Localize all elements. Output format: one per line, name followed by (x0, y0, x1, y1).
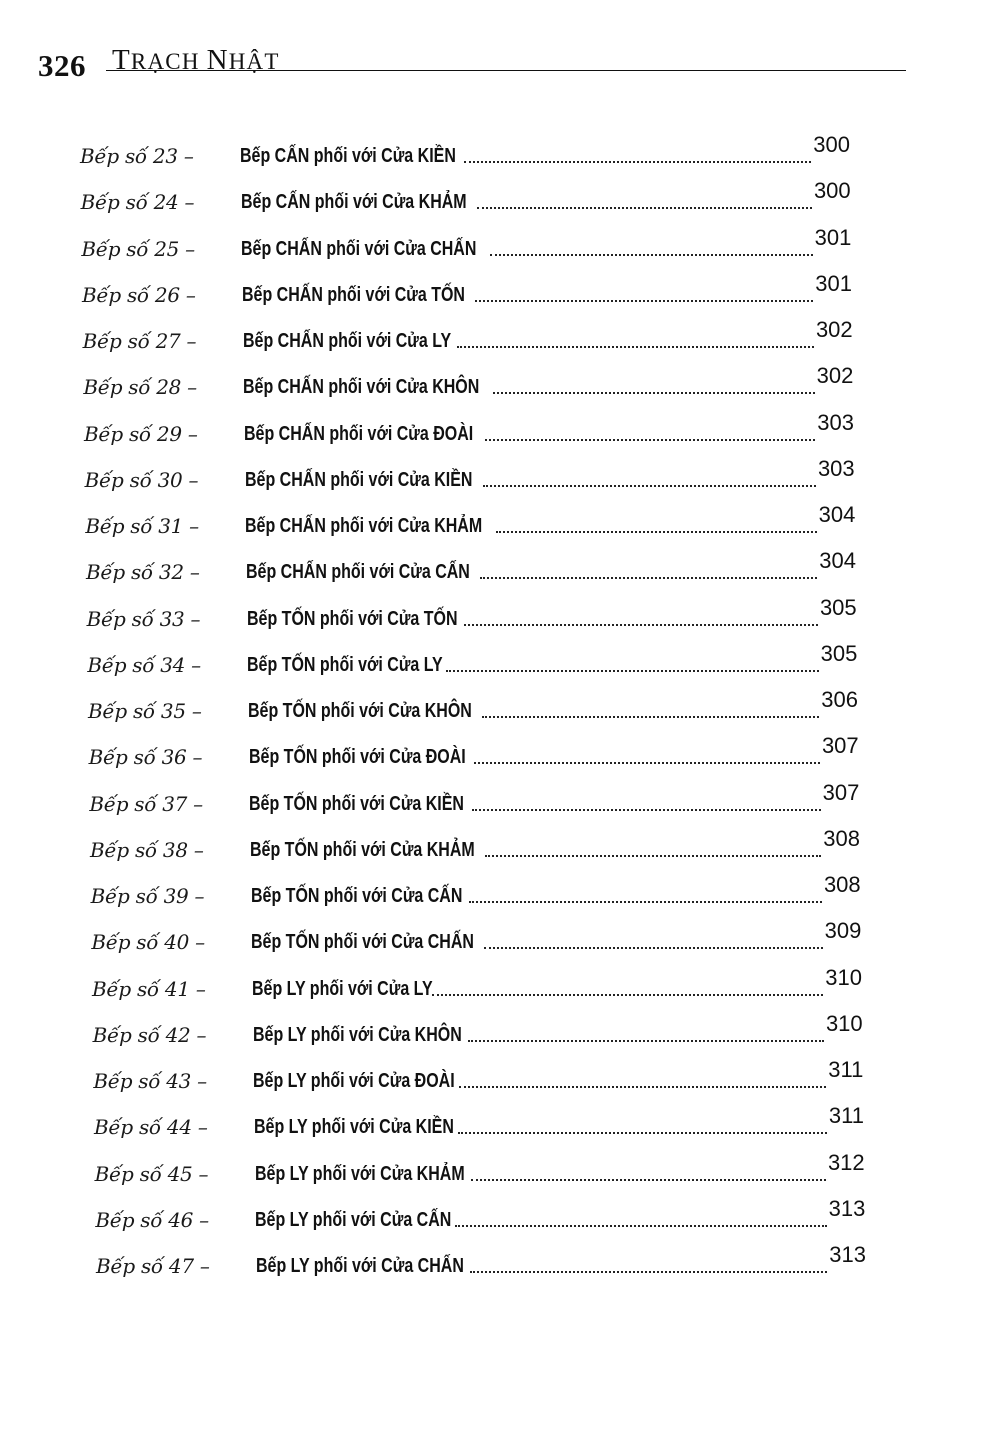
toc-entry-title: Bếp TỐN phối với Cửa ĐOÀI (248, 746, 466, 769)
toc-entry-title: Bếp LY phối với Cửa KIỀN (254, 1116, 454, 1139)
toc-entry-label: Bếp số 34 – (87, 652, 201, 677)
toc-entry-page: 303 (817, 455, 855, 481)
toc-entry (80, 132, 850, 172)
toc-entry-title: Bếp LY phối với Cửa CẤN (255, 1208, 452, 1231)
toc-entry-label: Bếp số 23 – (80, 144, 194, 168)
running-title-rest: RẠCH (130, 49, 207, 74)
toc-entry (82, 271, 852, 311)
toc-entry-title: Bếp LY phối với Cửa LY (252, 977, 433, 1000)
toc-entry-title: Bếp LY phối với Cửa ĐOÀI (253, 1070, 456, 1092)
dot-leader (455, 1225, 827, 1227)
toc-entry-page: 313 (828, 1195, 866, 1221)
toc-entry-label: Bếp số 27 – (82, 329, 197, 353)
toc-entry (83, 317, 853, 357)
toc-entry-label: Bếp số 35 – (88, 699, 202, 723)
dot-leader (480, 577, 817, 579)
toc-entry-page: 310 (825, 1010, 863, 1036)
running-title-initial-2: N (206, 44, 229, 76)
dot-leader (458, 1132, 827, 1134)
dot-leader (493, 392, 815, 394)
toc-entry-page: 300 (813, 132, 850, 157)
toc-entry-label: Bếp số 24 – (80, 190, 195, 215)
toc-entry-page: 307 (822, 779, 860, 805)
toc-entry-page: 306 (821, 687, 858, 712)
dot-leader (484, 947, 823, 949)
dot-leader (464, 624, 818, 626)
toc-entry (95, 1150, 865, 1190)
toc-entry-label: Bếp số 37 – (89, 791, 203, 816)
dot-leader (471, 1179, 826, 1181)
toc-entry-label: Bếp số 25 – (81, 236, 195, 261)
toc-entry-title: Bếp CHẤN phối với Cửa LY (242, 330, 451, 352)
dot-leader (490, 254, 813, 256)
toc-entry (81, 225, 851, 265)
toc-entry-title: Bếp TỐN phối với Cửa CHẤN (251, 931, 475, 954)
toc-entry-page: 308 (823, 872, 861, 897)
toc-entry-title: Bếp CHẤN phối với Cửa KHÔN (243, 376, 480, 399)
toc-entry-label: Bếp số 38 – (90, 837, 204, 862)
toc-entry-page: 302 (816, 363, 854, 389)
toc-entry-page: 305 (820, 640, 858, 666)
dot-leader (496, 531, 817, 533)
toc-entry (85, 456, 855, 496)
toc-entry-label: Bếp số 40 – (91, 930, 205, 955)
toc-entry-title: Bếp LY phối với Cửa CHẤN (256, 1255, 464, 1277)
toc-entry-page: 300 (813, 178, 851, 204)
dot-leader (446, 670, 819, 672)
toc-entry-page: 304 (818, 502, 856, 527)
dot-leader (464, 161, 811, 163)
toc-entry (81, 178, 851, 218)
toc-entry-label: Bếp số 44 – (94, 1115, 208, 1140)
toc-entry (93, 1057, 863, 1097)
toc-entry-label: Bếp số 31 – (85, 514, 199, 538)
dot-leader (457, 346, 814, 348)
toc-entry-title: Bếp CẤN phối với Cửa KHẢM (240, 191, 467, 214)
toc-entry (84, 410, 854, 450)
toc-entry (90, 826, 860, 866)
page-number: 326 (38, 48, 86, 83)
toc-entry-page: 309 (824, 918, 862, 944)
toc-entry-label: Bếp số 33 – (86, 606, 201, 631)
toc-entry-page: 304 (819, 548, 856, 574)
toc-entry-label: Bếp số 46 – (95, 1207, 209, 1232)
toc-entry (95, 1196, 865, 1236)
toc-entry-page: 311 (828, 1057, 864, 1082)
toc-entry (88, 687, 858, 727)
toc-entry-title: Bếp TỐN phối với Cửa CẤN (250, 885, 463, 907)
toc-entry-label: Bếp số 41 – (92, 976, 206, 1001)
toc-entry-title: Bếp LY phối với Cửa KHÔN (252, 1023, 462, 1046)
toc-entry-label: Bếp số 29 – (84, 421, 198, 446)
toc-entry-label: Bếp số 32 – (86, 560, 200, 585)
toc-entry (96, 1242, 866, 1282)
toc-entry (93, 1011, 863, 1051)
toc-entry-label: Bếp số 28 – (83, 375, 197, 400)
toc-entry-title: Bếp CHẤN phối với Cửa TỐN (242, 283, 465, 306)
toc-entry (83, 363, 853, 403)
toc-entry-page: 312 (827, 1149, 865, 1175)
toc-entry-title: Bếp CẤN phối với Cửa KIỀN (240, 145, 456, 167)
toc-entry-title: Bếp CHẤN phối với Cửa CẤN (246, 561, 470, 584)
toc-entry-page: 311 (828, 1103, 864, 1129)
dot-leader (469, 901, 822, 903)
toc-entry-title: Bếp TỐN phối với Cửa KHÔN (248, 700, 472, 722)
toc-entry-title: Bếp TỐN phối với Cửa KHẢM (250, 838, 475, 861)
toc-entry-title: Bếp TỐN phối với Cửa LY (247, 653, 444, 676)
toc-entry (86, 548, 856, 588)
toc-entry-page: 313 (829, 1242, 866, 1267)
dot-leader (485, 439, 816, 441)
dot-leader (472, 809, 821, 811)
toc-entry-title: Bếp CHẤN phối với Cửa ĐOÀI (244, 422, 474, 445)
dot-leader (474, 762, 820, 764)
toc-entry-title: Bếp TỐN phối với Cửa KIỀN (249, 792, 465, 815)
dot-leader (432, 994, 823, 996)
toc-entry (91, 918, 861, 958)
toc-entry-label: Bếp số 45 – (94, 1161, 209, 1186)
toc-entry-label: Bếp số 42 – (92, 1022, 207, 1047)
dot-leader (485, 855, 821, 857)
dot-leader (477, 207, 812, 209)
running-title-rest-2: HẬT (228, 49, 280, 74)
toc-entry (85, 502, 855, 542)
toc-entry-page: 301 (814, 224, 852, 250)
dot-leader (482, 716, 819, 718)
toc-entry-title: Bếp CHẤN phối với Cửa KHẢM (245, 515, 483, 537)
dot-leader (459, 1086, 826, 1088)
toc-entry (92, 965, 862, 1005)
toc-entry-page: 310 (825, 964, 862, 990)
toc-entry (87, 595, 857, 635)
toc-entry-title: Bếp CHẤN phối với Cửa CHẤN (241, 237, 477, 260)
toc-entry-title: Bếp TỐN phối với Cửa TỐN (246, 607, 458, 630)
toc-entry-label: Bếp số 30 – (84, 467, 199, 492)
toc-entry-label: Bếp số 26 – (82, 282, 196, 307)
toc-entry-label: Bếp số 47 – (96, 1254, 210, 1278)
toc-entry (87, 641, 857, 681)
running-title-initial: T (112, 44, 131, 76)
dot-leader (468, 1040, 824, 1042)
toc-entry-page: 303 (817, 409, 854, 435)
toc-entry (89, 780, 859, 820)
toc-entry-title: Bếp LY phối với Cửa KHẢM (254, 1162, 465, 1185)
toc-entry (89, 733, 859, 773)
toc-entry-page: 305 (819, 594, 857, 620)
toc-entry-label: Bếp số 36 – (88, 745, 203, 770)
toc-entry (94, 1103, 864, 1143)
toc-entry-page: 302 (815, 317, 853, 342)
toc-entry-page: 308 (823, 825, 860, 851)
dot-leader (483, 485, 816, 487)
toc-entry-label: Bếp số 39 – (90, 884, 205, 908)
toc-entry-label: Bếp số 43 – (93, 1069, 207, 1093)
toc-entry-page: 301 (815, 270, 852, 296)
toc-entry-title: Bếp CHẤN phối với Cửa KIỀN (244, 468, 473, 491)
toc-entry-page: 307 (821, 733, 859, 759)
dot-leader (470, 1271, 827, 1273)
toc-entry (91, 872, 861, 912)
dot-leader (475, 300, 814, 302)
